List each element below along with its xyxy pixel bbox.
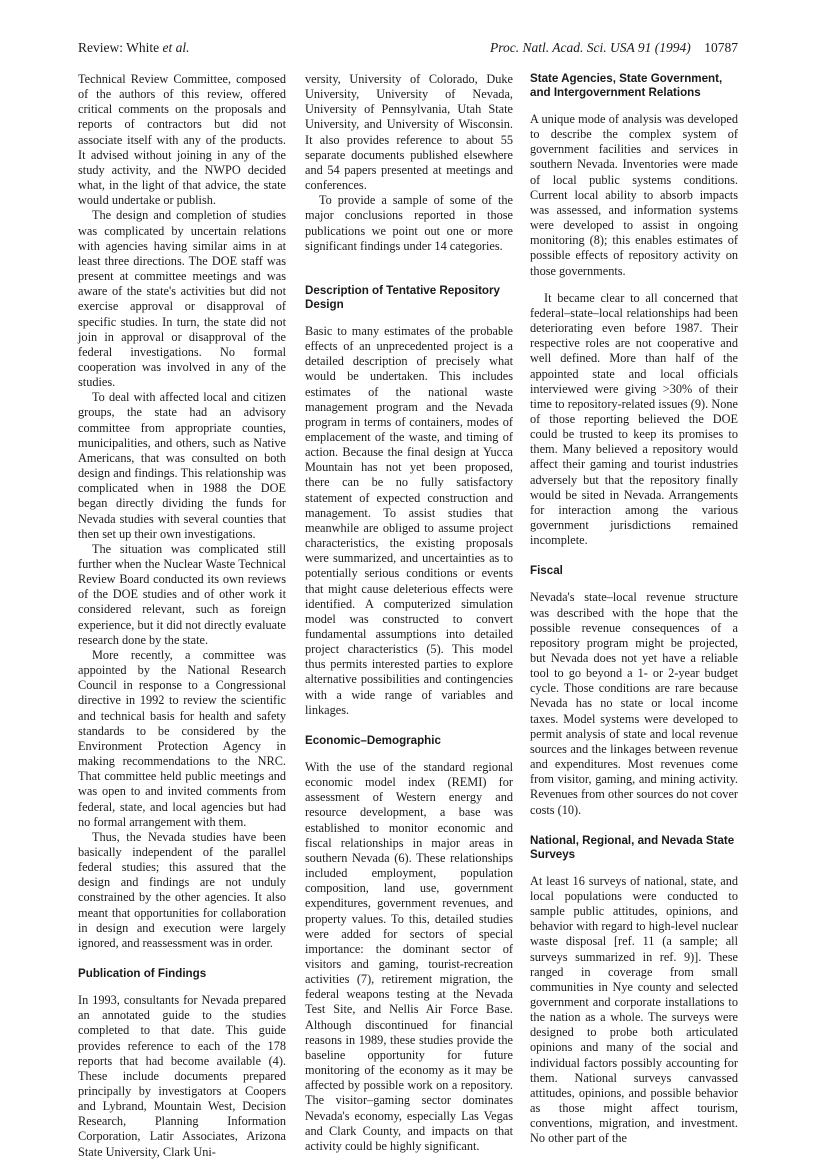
header-page-number: 10787	[704, 40, 738, 55]
column-2	[305, 72, 513, 1154]
section-heading-fiscal: Fiscal	[530, 564, 563, 578]
column-3	[530, 72, 738, 1147]
paragraph: Nevada's state–local revenue structure was described with the hope that the possible revenue consequences of a repository program might be projected, but Nevada does not yet have a reliable tool to go beyond a 1- or 2-year budget cycle. Those conditions are rare because Nevada has no state or local income taxes. Model systems were developed to permit analysis of state and local revenue sources and the linkages between revenue and expenditures. Most revenues come from visitor, gaming, and mining activity. Revenues from other sources do not cover costs (10).	[530, 590, 738, 817]
paragraph: More recently, a committee was appointed by the National Research Council in response to a Congressional directive in 1992 to review the scientific and technical basis for health and safety standards to be considered by the Environment Protection Agency in making recommendations to the NRC. That committee held public meetings and was open to and invited comments from federal, state, and local agencies but had no formal arrangement with them.	[78, 647, 286, 829]
paragraph: The design and completion of studies was complicated by uncertain relations with agencies having similar aims in at least three directions. The DOE staff was present at committee meetings and was aware of the state's activities but did not exercise approval or disapproval of specific studies. In turn, the state did not join in approval or disapproval of the federal investigations. No formal cooperation was involved in any of the studies.	[78, 208, 286, 390]
section-heading-economic: Economic–Demographic	[305, 733, 441, 747]
header-right	[490, 40, 738, 56]
column-1	[78, 72, 286, 1160]
section-heading-design: Description of Tentative Repository Design	[305, 283, 500, 311]
header-left	[78, 40, 189, 56]
section-heading-surveys: National, Regional, and Nevada State Surveys	[530, 833, 735, 861]
paragraph: With the use of the standard regional economic model index (REMI) for assessment of Western energy and resource development, a base was established to monitor economic and fiscal relationships in major areas in southern Nevada (6). These relationships included employment, population composition, land use, government expenditures, government revenues, and property values. To this, detailed studies were added for sectors of special importance: the dominant sector of visitors and gaming, tourist-recreation activities (7), retirement migration, the federal weapons testing at the Nevada Test Site, and Nellis Air Force Base. Although discontinued for financial reasons in 1989, these studies provide the baseline opportunity for future monitoring of the economy as it may be affected by possible work on a repository. The visitor–gaming sector dominates Nevada's economy, especially Las Vegas and Clark County, and impacts on that activity could be highly significant.	[305, 759, 513, 1153]
paragraph: Thus, the Nevada studies have been basically independent of the parallel federal studies; this assured that the design and findings are not unduly constrained by the other agencies. It also meant that opportunities for collaboration in design and execution were largely ignored, and reassessment was in order.	[78, 829, 286, 950]
paragraph: It became clear to all concerned that federal–state–local relationships had been deteriorating even before 1987. Their respective roles are not cooperative and well defined. More than half of the appointed state and local officials interviewed were giving >30% of their time to repository-related issues (9). None of those reporting believed the DOE could be trusted to keep its promises to them. Many believed a repository would affect their gaming and tourist industries adversely but that the repository finally would be sited in Nevada. Arrangements for interaction among the various government jurisdictions remained incomplete.	[530, 290, 738, 548]
paragraph: In 1993, consultants for Nevada prepared an annotated guide to the studies completed to that date. This guide provides reference to each of the 178 reports that had become available (4). These include documents prepared principally by investigators at Coopers and Lybrand, Mountain West, Decision Research, Planning Information Corporation, Latir Associates, Arizona State University, Clark Uni-	[78, 993, 286, 1159]
paragraph: The situation was complicated still further when the Nuclear Waste Technical Review Board conducted its own reviews of the DOE studies and of other work it considered relevant, such as foreign experience, but it did not directly evaluate research done by the state.	[78, 541, 286, 647]
paragraph: versity, University of Colorado, Duke University, University of Nevada, University of Pennsylvania, Utah State University, and University of Wisconsin. It also provides reference to about 55 separate documents published elsewhere and 54 papers presented at meetings and conferences.	[305, 72, 513, 193]
header-author: Review: White	[78, 40, 163, 55]
paragraph: To provide a sample of some of the major conclusions reported in those publications we point out one or more significant findings under 14 categories.	[305, 193, 513, 253]
paragraph: At least 16 surveys of national, state, and local populations were conducted to sample public attitudes, opinions, and behavior with regard to high-level nuclear waste disposal [ref. 11 (a sample; all surveys summarized in ref. 9)]. These ranged in coverage from small communities in Nye county and selected government and corporate installations to the nation as a whole. The surveys were designed to probe both articulated opinions and many of the social and individual factors possibly accounting for them. National surveys canvassed attitudes, opinions, and possible behavior as those might affect tourism, conventions, migration, and investment. No other part of the	[530, 873, 738, 1146]
header-etal: et al.	[162, 40, 190, 55]
paragraph: Technical Review Committee, composed of the authors of this review, offered critical comments on the proposals and reports of contractors but did not associate itself with any of the products. It advised without joining in any of the study activity, and the NWPO decided what, in the light of that advice, the state would undertake or publish.	[78, 72, 286, 208]
running-header	[78, 40, 738, 60]
header-journal: Proc. Natl. Acad. Sci. USA 91 (1994)	[490, 40, 691, 55]
paragraph: To deal with affected local and citizen groups, the state had an advisory committee from appropriate counties, municipalities, and others, such as Native Americans, that was consulted on both design and findings. This relationship was complicated when in 1988 the DOE began directly dividing the funds for Nevada studies with several counties that then set up their own investigations.	[78, 390, 286, 541]
paragraph: Basic to many estimates of the probable effects of an unprecedented project is a detailed description of precisely what would be undertaken. This includes estimates of the national waste management program and the Nevada program in terms of containers, modes of emplacement of the waste, and timing of action. Because the final design at Yucca Mountain has not yet been proposed, there can be no fully satisfactory statement of expected construction and management. To assist studies that meanwhile are obliged to assume project characteristics, the existing proposals were summarized, and uncertainties as to potentially serious conditions or events that might cause deleterious effects were identified. A computerized simulation model was constructed to convert fundamental assumptions into detailed project characteristics (5). This model thus permits interested parties to explore alternative possibilities and contingencies with a wide range of variables and linkages.	[305, 323, 513, 717]
section-heading-state-agencies: State Agencies, State Government, and Intergovernment Relations	[530, 72, 723, 99]
section-heading-publication: Publication of Findings	[78, 967, 207, 981]
paragraph: A unique mode of analysis was developed to describe the complex system of government facilities and services in southern Nevada. Inventories were made of local public systems conditions. Current local ability to absorb impacts was assessed, and information systems were developed to assist in ongoing monitoring (8); this enables estimates of possible effects of repository activity on those governments.	[530, 112, 738, 278]
